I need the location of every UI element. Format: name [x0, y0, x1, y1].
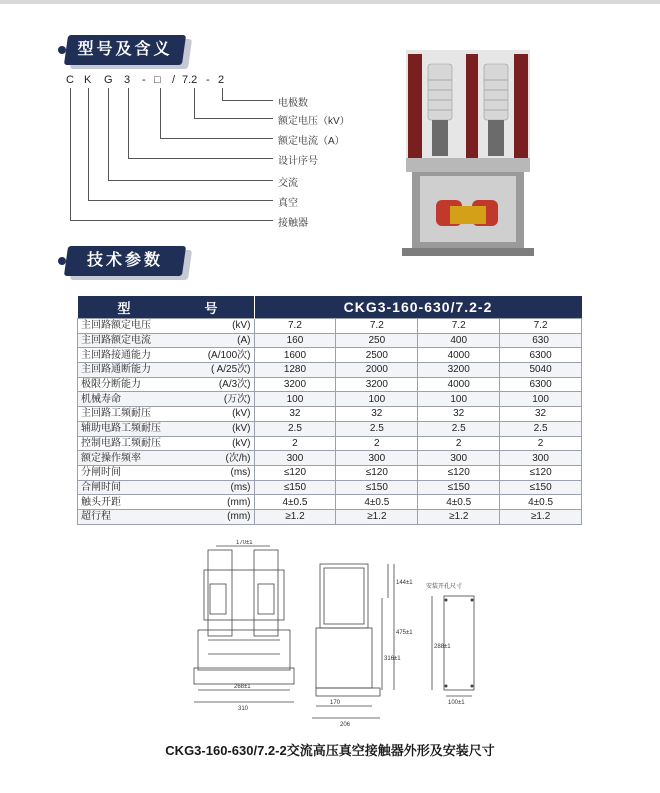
param-name: 控制电路工频耐压	[81, 437, 161, 449]
value-cell: 32	[500, 407, 582, 422]
value-cell: 2.5	[500, 421, 582, 436]
param-unit: (ms)	[230, 481, 251, 493]
value-cell: 4±0.5	[336, 495, 418, 510]
param-name: 极限分断能力	[81, 379, 141, 391]
spec-table	[77, 296, 582, 525]
param-name-cell	[78, 407, 255, 422]
code-label: 真空	[278, 198, 298, 209]
code-char: □	[154, 74, 161, 86]
value-cell: 3200	[418, 363, 500, 378]
value-cell: 1280	[254, 363, 336, 378]
param-name-cell	[78, 377, 255, 392]
param-name: 主回路接通能力	[81, 349, 151, 361]
value-cell: 4000	[418, 377, 500, 392]
table-row	[78, 495, 582, 510]
header-model-label	[78, 296, 255, 319]
code-char: 7.2	[182, 74, 198, 86]
dim-label: 170±1	[236, 540, 253, 546]
value-cell: 250	[336, 333, 418, 348]
value-cell: 100	[254, 392, 336, 407]
param-name: 主回路工频耐压	[81, 408, 151, 420]
value-cell: 6300	[500, 348, 582, 363]
value-cell: 4±0.5	[254, 495, 336, 510]
param-name-cell	[78, 451, 255, 466]
param-name: 触头开距	[81, 496, 121, 508]
param-unit: (ms)	[230, 467, 251, 479]
param-name-cell	[78, 421, 255, 436]
header-char: 型	[117, 300, 133, 316]
value-cell: 32	[254, 407, 336, 422]
value-cell: 630	[500, 333, 582, 348]
table-row	[78, 480, 582, 495]
dim-label: 475±1	[396, 630, 413, 636]
value-cell: 5040	[500, 363, 582, 378]
value-cell: ≤150	[336, 480, 418, 495]
table-row	[78, 377, 582, 392]
code-label: 接触器	[278, 218, 308, 229]
value-cell: ≤120	[336, 465, 418, 480]
value-cell: 300	[500, 451, 582, 466]
dim-label: 170	[330, 700, 341, 706]
value-cell: ≤120	[418, 465, 500, 480]
table-row	[78, 319, 582, 334]
value-cell: 4000	[418, 348, 500, 363]
code-char: -	[206, 74, 210, 86]
param-name: 额定操作频率	[81, 452, 141, 464]
value-cell: 6300	[500, 377, 582, 392]
table-row	[78, 392, 582, 407]
value-cell: 32	[336, 407, 418, 422]
value-cell: 100	[500, 392, 582, 407]
value-cell: 4±0.5	[500, 495, 582, 510]
param-unit: (mm)	[227, 496, 251, 508]
value-cell: 100	[336, 392, 418, 407]
param-unit: (kV)	[232, 423, 251, 435]
param-unit: (万次)	[223, 393, 251, 405]
value-cell: 100	[418, 392, 500, 407]
code-char: -	[142, 74, 146, 86]
value-cell: 2	[254, 436, 336, 451]
section-title-model: 型号及含义	[77, 41, 173, 58]
code-label: 电极数	[278, 98, 308, 109]
param-name-cell	[78, 509, 255, 524]
value-cell: 400	[418, 333, 500, 348]
table-row	[78, 348, 582, 363]
param-name-cell	[78, 436, 255, 451]
table-row	[78, 451, 582, 466]
param-name-cell	[78, 392, 255, 407]
value-cell: ≥1.2	[418, 509, 500, 524]
param-name-cell	[78, 495, 255, 510]
value-cell: ≤120	[254, 465, 336, 480]
code-label: 设计序号	[278, 156, 318, 167]
top-border	[0, 0, 660, 4]
param-unit: (A)	[237, 335, 251, 347]
code-char: C	[66, 74, 74, 86]
value-cell: 2.5	[254, 421, 336, 436]
table-row	[78, 407, 582, 422]
code-char: K	[84, 74, 92, 86]
param-name: 主回路额定电压	[81, 320, 151, 332]
code-char: /	[172, 74, 176, 86]
section-title-specs: 技术参数	[86, 252, 163, 269]
value-cell: 300	[254, 451, 336, 466]
param-name-cell	[78, 319, 255, 334]
value-cell: ≤120	[500, 465, 582, 480]
table-row	[78, 363, 582, 378]
value-cell: 7.2	[254, 319, 336, 334]
param-name: 主回路额定电流	[81, 335, 151, 347]
code-char: G	[104, 74, 113, 86]
param-unit: (次/h)	[225, 452, 251, 464]
param-name: 机械寿命	[81, 393, 121, 405]
mount-title: 安装开孔尺寸	[426, 584, 463, 590]
param-name: 分闸时间	[81, 467, 121, 479]
dim-label: 100±1	[448, 700, 465, 706]
value-cell: 7.2	[500, 319, 582, 334]
value-cell: 300	[418, 451, 500, 466]
value-cell: 7.2	[336, 319, 418, 334]
value-cell: ≥1.2	[254, 509, 336, 524]
table-row	[78, 465, 582, 480]
value-cell: 3200	[336, 377, 418, 392]
value-cell: 2	[500, 436, 582, 451]
code-label: 额定电流（A）	[278, 136, 345, 147]
header-model-code: CKG3-160-630/7.2-2	[254, 296, 582, 319]
param-name-cell	[78, 348, 255, 363]
value-cell: 2500	[336, 348, 418, 363]
param-unit: (kV)	[232, 437, 251, 449]
table-row	[78, 421, 582, 436]
dim-label: 316±1	[384, 656, 401, 662]
param-name-cell	[78, 465, 255, 480]
param-name-cell	[78, 363, 255, 378]
value-cell: 160	[254, 333, 336, 348]
dimension-drawings	[180, 540, 510, 730]
param-unit: (kV)	[232, 320, 251, 332]
param-name-cell	[78, 480, 255, 495]
param-unit: (kV)	[232, 408, 251, 420]
dim-label: 288±1	[434, 644, 451, 650]
table-row	[78, 333, 582, 348]
figure-caption: CKG3-160-630/7.2-2交流高压真空接触器外形及安装尺寸	[165, 743, 495, 758]
param-unit: (A/3次)	[218, 379, 251, 391]
header-char: 号	[204, 300, 220, 316]
param-name-cell	[78, 333, 255, 348]
value-cell: 300	[336, 451, 418, 466]
value-cell: ≥1.2	[336, 509, 418, 524]
param-name: 主回路通断能力	[81, 364, 151, 376]
value-cell: ≥1.2	[500, 509, 582, 524]
table-row	[78, 509, 582, 524]
param-unit: ( A/25次)	[211, 364, 251, 376]
param-unit: (mm)	[227, 511, 251, 523]
leader-line	[70, 88, 273, 221]
value-cell: 2	[418, 436, 500, 451]
value-cell: 2000	[336, 363, 418, 378]
code-char: 2	[218, 74, 225, 86]
table-row	[78, 436, 582, 451]
dim-label: 144±1	[396, 580, 413, 586]
value-cell: 2.5	[336, 421, 418, 436]
dim-label: 206	[340, 722, 351, 728]
value-cell: ≤150	[254, 480, 336, 495]
value-cell: 7.2	[418, 319, 500, 334]
param-name: 辅助电路工频耐压	[81, 423, 161, 435]
dim-label: 268±1	[234, 684, 251, 690]
param-name: 超行程	[81, 511, 111, 523]
table-header-row	[78, 296, 582, 319]
code-label: 交流	[278, 178, 298, 189]
value-cell: 32	[418, 407, 500, 422]
value-cell: 3200	[254, 377, 336, 392]
value-cell: 1600	[254, 348, 336, 363]
code-char: 3	[124, 74, 131, 86]
value-cell: 2.5	[418, 421, 500, 436]
value-cell: 2	[336, 436, 418, 451]
value-cell: 4±0.5	[418, 495, 500, 510]
param-unit: (A/100次)	[207, 349, 251, 361]
value-cell: ≤150	[500, 480, 582, 495]
dim-label: 310	[238, 706, 249, 712]
code-label: 额定电压（kV）	[278, 116, 350, 127]
param-name: 合闸时间	[81, 481, 121, 493]
value-cell: ≤150	[418, 480, 500, 495]
product-photo	[402, 50, 534, 256]
